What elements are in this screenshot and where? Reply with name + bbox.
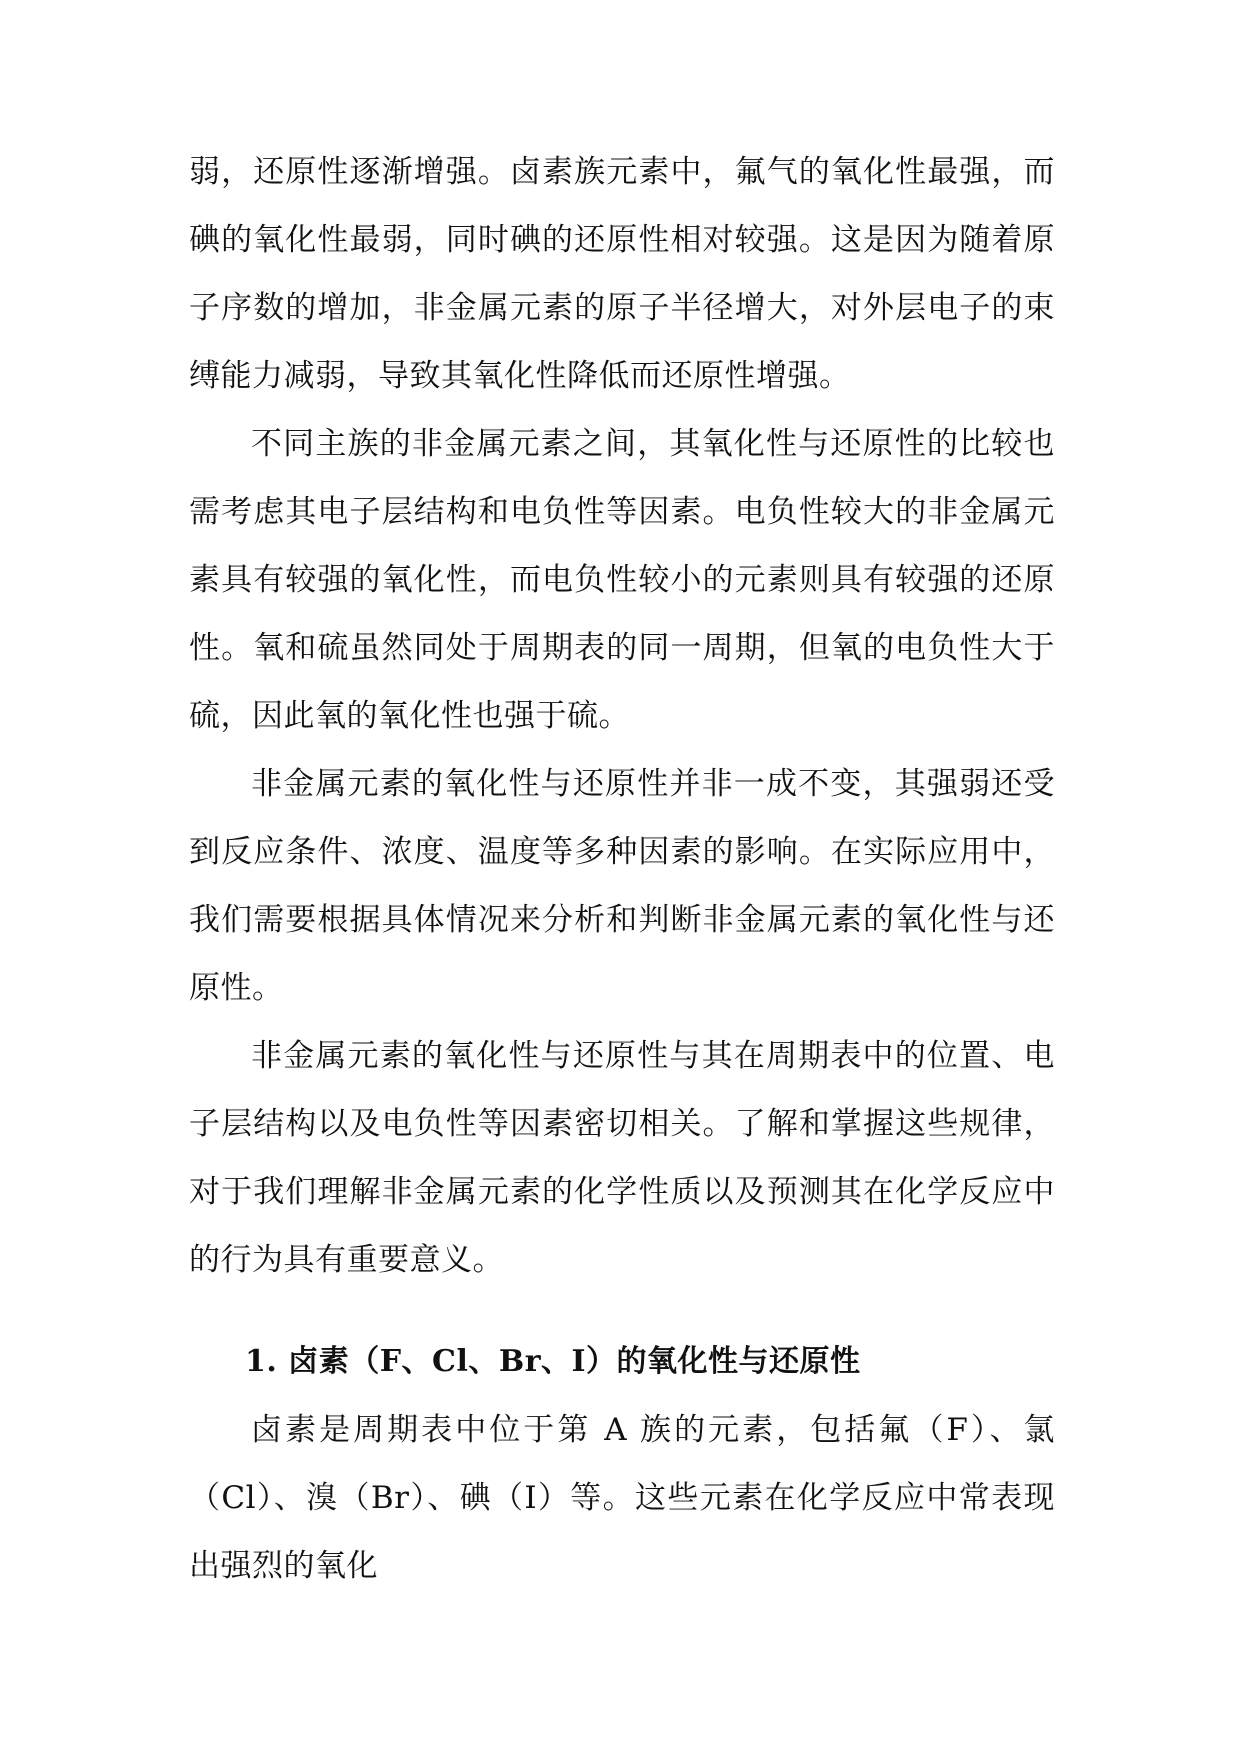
paragraph-continued: 弱，还原性逐渐增强。卤素族元素中，氟气的氧化性最强，而碘的氧化性最弱，同时碘的还原性相对较强。这是因为随着原子序数的增加，非金属元素的原子半径增大，对外层电子的束缚能力减弱，导致其氧化性降低而还原性增强。 (189, 154, 1055, 394)
paragraph: 卤素是周期表中位于第 A 族的元素，包括氟（F）、氯（Cl）、溴（Br）、碘（I）等。这些元素在化学反应中常表现出强烈的氧化 (189, 1412, 1055, 1584)
section-heading: 1. 卤素（F、Cl、Br、I）的氧化性与还原性 (245, 1344, 861, 1379)
paragraph: 非金属元素的氧化性与还原性与其在周期表中的位置、电子层结构以及电负性等因素密切相关。了解和掌握这些规律，对于我们理解非金属元素的化学性质以及预测其在化学反应中的行为具有重要意义。 (189, 1038, 1055, 1278)
paragraph: 非金属元素的氧化性与还原性并非一成不变，其强弱还受到反应条件、浓度、温度等多种因素的影响。在实际应用中，我们需要根据具体情况来分析和判断非金属元素的氧化性与还原性。 (189, 766, 1055, 1006)
document-page (189, 138, 1055, 1600)
paragraph: 不同主族的非金属元素之间，其氧化性与还原性的比较也需考虑其电子层结构和电负性等因素。电负性较大的非金属元素具有较强的氧化性，而电负性较小的元素则具有较强的还原性。氧和硫虽然同处于周期表的同一周期，但氧的电负性大于硫，因此氧的氧化性也强于硫。 (189, 426, 1055, 734)
